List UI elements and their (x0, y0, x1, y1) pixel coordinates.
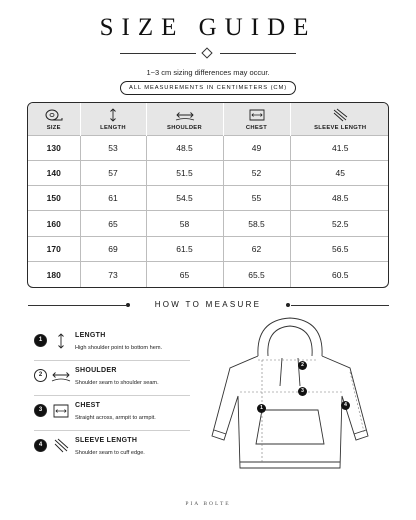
page-title: SIZE GUIDE (99, 14, 317, 41)
size-cell: 160 (28, 211, 80, 236)
table-row (28, 211, 389, 236)
step-name: LENGTH (75, 332, 106, 339)
diagram-marker-3: 3 (298, 387, 307, 396)
step-divider (34, 360, 190, 361)
sleeve-icon (51, 438, 71, 454)
shoulder-cell: 51.5 (146, 160, 223, 185)
table-row (28, 186, 389, 211)
step-number: 4 (34, 439, 47, 452)
length-cell: 69 (80, 236, 146, 261)
length-cell: 53 (80, 135, 146, 160)
sleeve-cell: 52.5 (290, 211, 389, 236)
sleeve-cell: 41.5 (290, 135, 389, 160)
col-header-size (28, 103, 80, 135)
step-number: 3 (34, 404, 47, 417)
size-cell: 180 (28, 262, 80, 287)
chest-cell: 58.5 (223, 211, 290, 236)
shoulder-arrow-icon (175, 108, 195, 122)
title-ornament (120, 48, 296, 58)
chest-cell: 52 (223, 160, 290, 185)
sleeve-cell: 56.5 (290, 236, 389, 261)
step-name: SLEEVE LENGTH (75, 437, 138, 444)
step-description: Shoulder seam to shoulder seam. (75, 380, 159, 386)
vertical-arrow-icon (109, 108, 117, 122)
chest-cell: 49 (223, 135, 290, 160)
col-header-shoulder (146, 103, 223, 135)
length-cell: 65 (80, 211, 146, 236)
col-header-sleeve-length (290, 103, 389, 135)
shoulder-cell: 54.5 (146, 186, 223, 211)
shoulder-cell: 61.5 (146, 236, 223, 261)
length-cell: 73 (80, 262, 146, 287)
chest-cell: 55 (223, 186, 290, 211)
table-row (28, 236, 389, 261)
table-row (28, 262, 389, 287)
hoodie-diagram (200, 316, 380, 476)
diagram-marker-1: 1 (257, 404, 266, 413)
step-name: CHEST (75, 402, 101, 409)
divider-dot (126, 303, 130, 307)
step-divider (34, 430, 190, 431)
col-label: CHEST (245, 124, 268, 131)
table-row (28, 135, 389, 160)
length-cell: 57 (80, 160, 146, 185)
step-number: 1 (34, 334, 47, 347)
step-length (34, 332, 202, 368)
sleeve-icon (332, 108, 348, 122)
diagram-marker-4: 4 (341, 401, 350, 410)
section-divider-left (28, 305, 126, 306)
diagram-marker-2: 2 (298, 361, 307, 370)
col-label: LENGTH (100, 124, 126, 131)
sleeve-cell: 60.5 (290, 262, 389, 287)
brand-logo: PIA BOLTE (185, 501, 231, 507)
chest-icon (51, 403, 71, 419)
sleeve-cell: 45 (290, 160, 389, 185)
shoulder-cell: 48.5 (146, 135, 223, 160)
shoulder-cell: 58 (146, 211, 223, 236)
sleeve-cell: 48.5 (290, 186, 389, 211)
section-divider-right (291, 305, 389, 306)
size-cell: 140 (28, 160, 80, 185)
col-label: SIZE (46, 124, 61, 131)
size-cell: 130 (28, 135, 80, 160)
shoulder-cell: 65 (146, 262, 223, 287)
chest-cell: 62 (223, 236, 290, 261)
table-header-row (28, 103, 389, 135)
vertical-arrow-icon (51, 333, 71, 349)
step-sleeve-length (34, 437, 202, 473)
step-number: 2 (34, 369, 47, 382)
sizing-note: 1~3 cm sizing differences may occur. (146, 68, 270, 77)
length-cell: 61 (80, 186, 146, 211)
section-title: HOW TO MEASURE (154, 300, 262, 309)
step-name: SHOULDER (75, 367, 117, 374)
table-row (28, 160, 389, 185)
col-label: SLEEVE LENGTH (314, 124, 367, 131)
step-chest (34, 402, 202, 438)
tape-measure-icon (45, 108, 63, 122)
step-description: Shoulder seam to cuff edge. (75, 450, 145, 456)
size-cell: 170 (28, 236, 80, 261)
shoulder-arrow-icon (51, 368, 71, 384)
hoodie-illustration (200, 316, 380, 476)
size-table (27, 102, 389, 288)
col-label: SHOULDER (167, 124, 202, 131)
units-badge: ALL MEASUREMENTS IN CENTIMETERS (CM) (120, 81, 296, 95)
step-description: Straight across, armpit to armpit. (75, 415, 156, 421)
chest-icon (248, 108, 266, 122)
step-description: High shoulder point to bottom hem. (75, 345, 163, 351)
divider-dot (286, 303, 290, 307)
diamond-icon (201, 47, 212, 58)
size-cell: 150 (28, 186, 80, 211)
col-header-length (80, 103, 146, 135)
step-shoulder (34, 367, 202, 403)
chest-cell: 65.5 (223, 262, 290, 287)
step-divider (34, 395, 190, 396)
col-header-chest (223, 103, 290, 135)
